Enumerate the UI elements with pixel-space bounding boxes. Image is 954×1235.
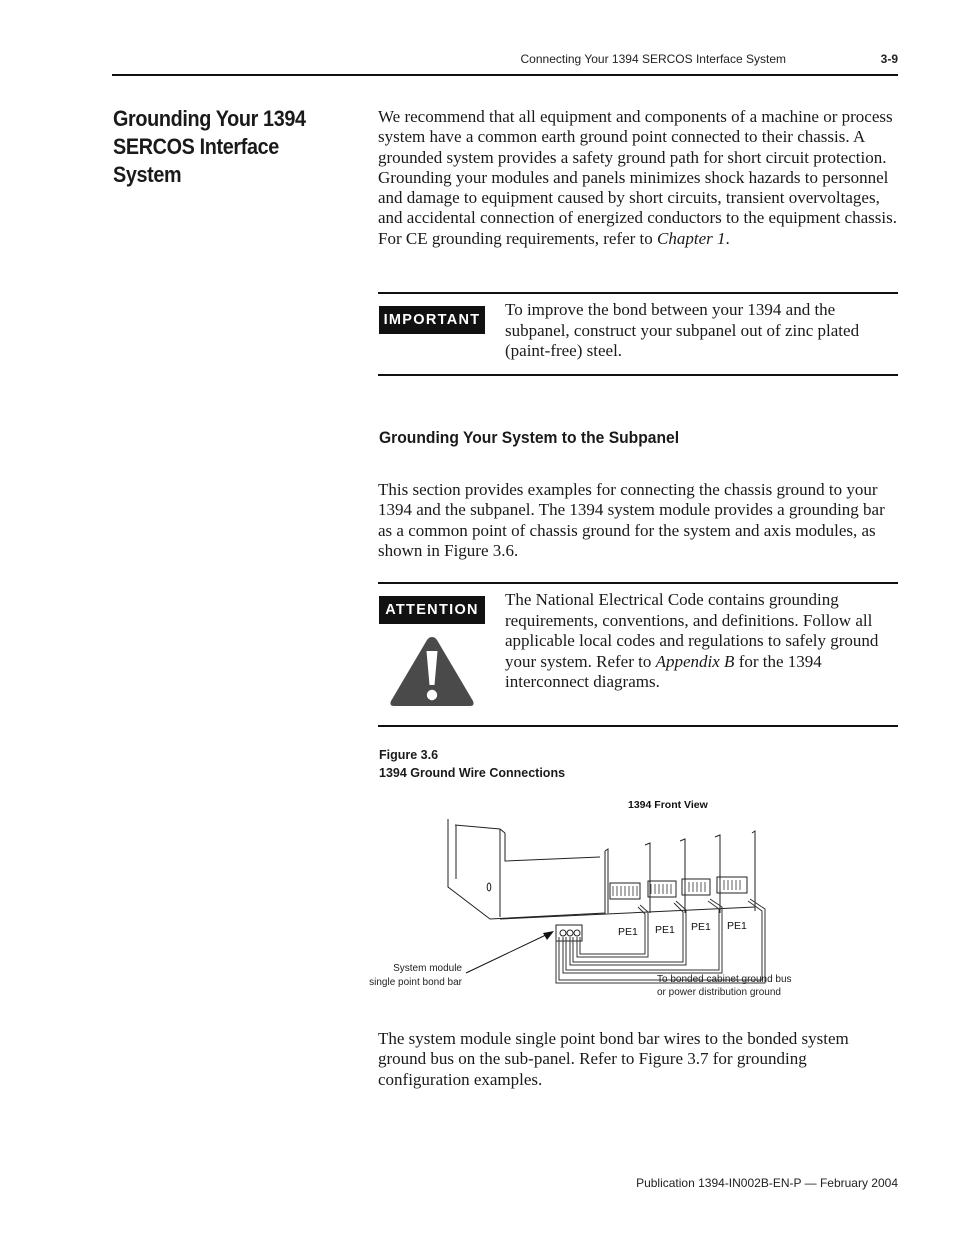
attention-top-rule	[378, 582, 898, 584]
bond-bar-callout-line2: single point bond bar	[369, 977, 462, 988]
intro-text: We recommend that all equipment and components of a machine or process system have a common earth ground point connected to their chassis. A grounded system provides a safety ground path for short circuit protection. Grounding your modules and panels minimizes shock hazards to personnel and damage to equipment caused by short circuits, transient overvoltages, and accidental connection of energized conductors to the equipment chassis. For CE grounding requirements, refer to	[378, 107, 897, 248]
ground-bus-callout-line1: To bonded cabinet ground bus	[657, 974, 792, 985]
important-badge: IMPORTANT	[379, 306, 485, 334]
figure-number: Figure 3.6	[379, 748, 439, 762]
subsection-paragraph: This section provides examples for connecting the chassis ground to your 1394 and the subpanel. The 1394 system module provides a grounding bar as a common point of chassis ground for the system and axis modules, as shown in Figure 3.6.	[378, 480, 885, 560]
figure-title: 1394 Ground Wire Connections	[379, 766, 566, 780]
warning-triangle-icon	[387, 633, 477, 709]
pe1-label-2: PE1	[655, 924, 675, 936]
appendix-reference: Appendix B	[655, 651, 735, 671]
running-title: Connecting Your 1394 SERCOS Interface System	[520, 52, 786, 66]
important-text: To improve the bond between your 1394 and the subpanel, construct your subpanel out of zinc plated (paint-free) steel.	[505, 300, 860, 360]
pe1-label-4: PE1	[727, 920, 747, 932]
front-view-label: 1394 Front View	[628, 799, 708, 811]
attention-text	[505, 590, 900, 693]
closing-paragraph: The system module single point bond bar wires to the bonded system ground bus on the sub-panel. Refer to Figure 3.7 for grounding configuration examples.	[378, 1029, 849, 1089]
callout-leader-arrow	[466, 931, 554, 973]
ground-bus-callout-line2: or power distribution ground	[657, 987, 781, 998]
drive-chassis-drawing	[448, 819, 755, 919]
pe1-label-1: PE1	[618, 926, 638, 938]
chapter-reference: Chapter 1	[657, 228, 726, 248]
important-bottom-rule	[378, 374, 898, 376]
publication-footer: Publication 1394-IN002B-EN-P — February 2004	[636, 1176, 898, 1190]
page-number: 3-9	[880, 52, 898, 66]
figure-caption	[379, 746, 565, 782]
running-header	[112, 52, 898, 70]
header-rule	[112, 74, 898, 76]
bond-bar	[556, 925, 582, 941]
subsection-heading: Grounding Your System to the Subpanel	[379, 428, 680, 447]
ground-wire-figure	[360, 795, 800, 1005]
intro-end: .	[725, 228, 730, 248]
attention-text-end: for the 1394 interconnect diagrams.	[505, 651, 822, 691]
attention-badge: ATTENTION	[379, 596, 485, 624]
attention-text-start: The National Electrical Code contains grounding requirements, conventions, and definitions. Follow all applicable local codes and regulations to safely ground your system. Refer to	[505, 590, 879, 671]
important-top-rule	[378, 292, 898, 294]
section-title-line1: Grounding Your 1394	[113, 106, 306, 131]
intro-paragraph	[378, 107, 898, 249]
section-title	[113, 105, 338, 189]
section-title-line2: SERCOS Interface System	[113, 134, 279, 187]
bond-bar-callout-line1: System module	[393, 963, 462, 974]
pe1-label-3: PE1	[691, 921, 711, 933]
attention-bottom-rule	[378, 725, 898, 727]
